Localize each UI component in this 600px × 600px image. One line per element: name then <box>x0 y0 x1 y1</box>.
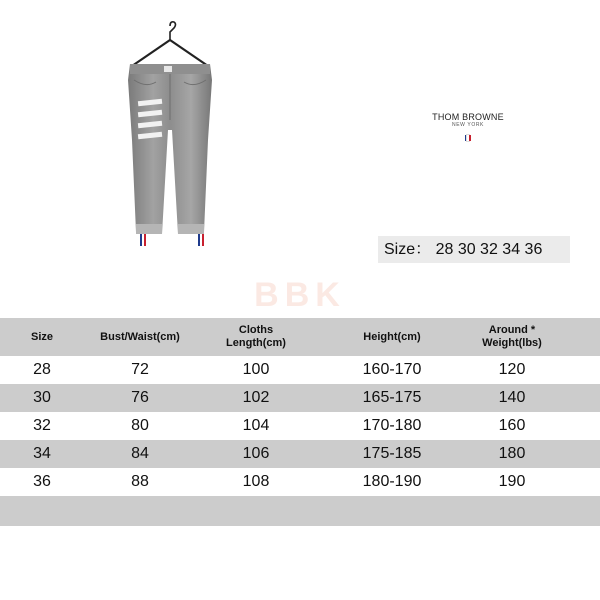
cell-length: 104 <box>242 417 270 434</box>
cell-length: 108 <box>242 473 270 490</box>
cell-bust-waist: 88 <box>131 473 149 490</box>
table-row <box>0 468 600 496</box>
cell-bust-waist: 72 <box>131 361 149 378</box>
table-row <box>0 384 600 412</box>
cell-size: 30 <box>33 389 51 406</box>
jeans-on-hanger-illustration <box>120 20 220 260</box>
table-row <box>0 356 600 384</box>
cell-length: 106 <box>242 445 270 462</box>
brand-subtitle: NEW YORK <box>452 122 484 128</box>
flag-stripe-red <box>469 135 471 141</box>
brand-logo <box>425 112 511 146</box>
cell-height: 170-180 <box>362 417 422 434</box>
cell-size: 32 <box>33 417 51 434</box>
cell-bust-waist: 76 <box>131 389 149 406</box>
cell-size: 28 <box>33 361 51 378</box>
product-image <box>120 20 220 260</box>
cell-weight: 160 <box>498 417 526 434</box>
cell-height: 165-175 <box>362 389 422 406</box>
tricolor-flag-icon <box>465 135 471 141</box>
cell-size: 36 <box>33 473 51 490</box>
cell-length: 102 <box>242 389 270 406</box>
cell-length: 100 <box>242 361 270 378</box>
cell-bust-waist: 80 <box>131 417 149 434</box>
table-footer-bar <box>0 496 600 526</box>
brand-name: THOM BROWNE <box>432 112 504 122</box>
cell-height: 175-185 <box>362 445 422 462</box>
size-banner: Size： 28 30 32 34 36 <box>378 236 570 263</box>
table-row <box>0 440 600 468</box>
table-row <box>0 412 600 440</box>
header-weight: Around * Weight(lbs) <box>482 324 542 349</box>
cell-size: 34 <box>33 445 51 462</box>
cell-height: 160-170 <box>362 361 422 378</box>
header-bust-waist: Bust/Waist(cm) <box>100 330 180 343</box>
header-height: Height(cm) <box>363 330 421 343</box>
tricolor-tab-icon <box>140 234 204 246</box>
watermark: BBK <box>254 276 346 314</box>
cell-weight: 190 <box>498 473 526 490</box>
cell-bust-waist: 84 <box>131 445 149 462</box>
cell-weight: 140 <box>498 389 526 406</box>
cell-weight: 180 <box>498 445 526 462</box>
table-header-row <box>0 318 600 356</box>
cell-height: 180-190 <box>362 473 422 490</box>
header-cloths-length: Cloths Length(cm) <box>226 324 286 349</box>
cell-weight: 120 <box>498 361 526 378</box>
header-size: Size <box>30 330 53 343</box>
hanger-icon <box>132 22 208 66</box>
size-chart-table <box>0 318 600 526</box>
